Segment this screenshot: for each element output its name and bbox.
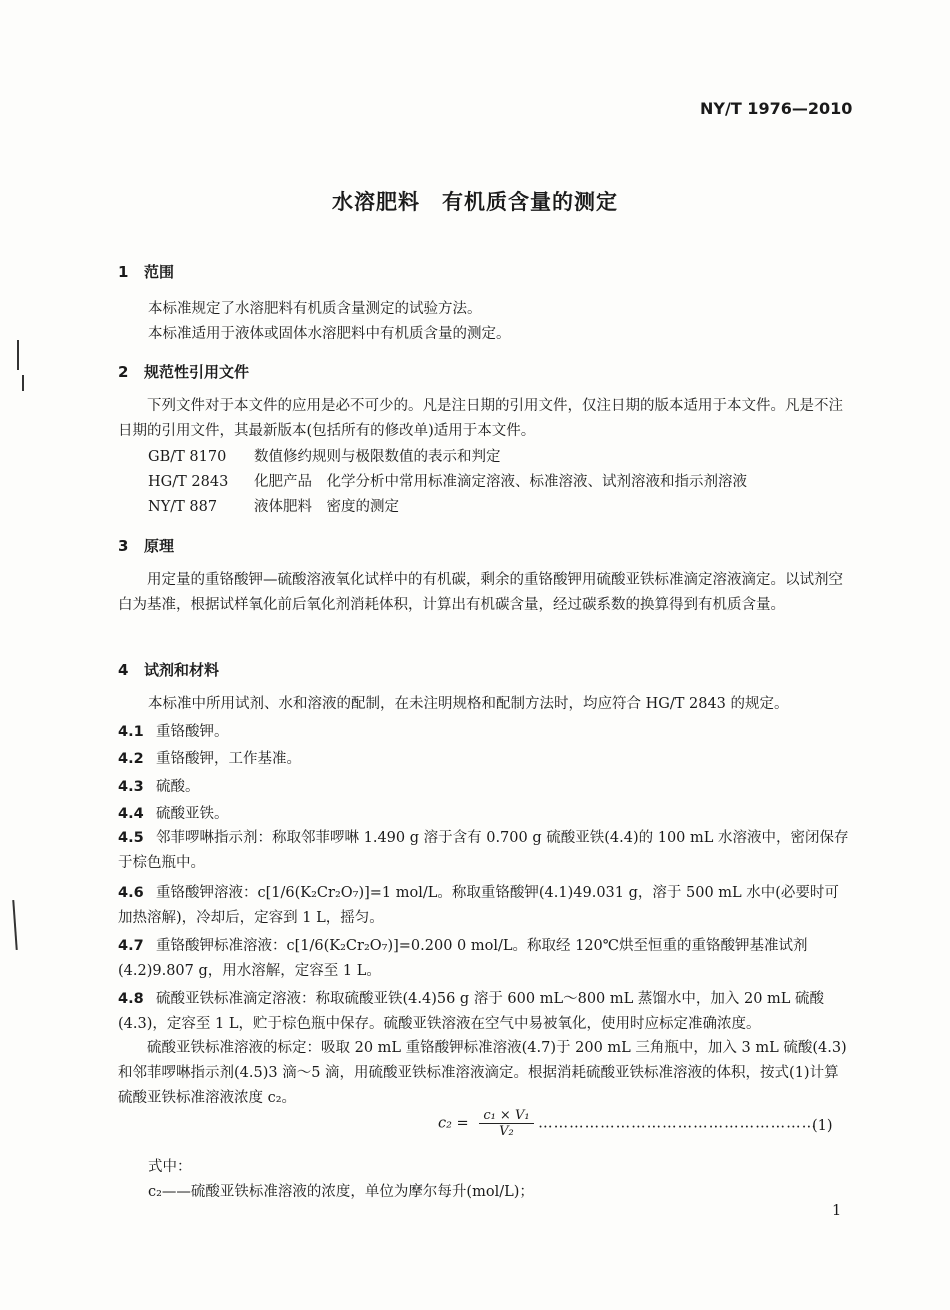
section-1-paragraph-1: 本标准规定了水溶肥料有机质含量测定的试验方法。	[148, 301, 482, 317]
reference-item: NY/T 887 液体肥料 密度的测定	[148, 499, 399, 515]
section-3-heading: 3 原理	[118, 537, 175, 555]
section-2-heading: 2 规范性引用文件	[118, 363, 250, 381]
subclause-4-1: 4.1 重铬酸钾。	[118, 724, 229, 740]
scan-mark	[17, 340, 19, 370]
page-number: 1	[832, 1203, 842, 1219]
scan-mark	[12, 900, 17, 950]
scan-mark	[22, 375, 24, 391]
subclause-4-3: 4.3 硫酸。	[118, 779, 200, 795]
subclause-4-6: 4.6 重铬酸钾溶液：c[1/6(K₂Cr₂O₇)]=1 mol/L。称取重铬酸钾(4.1)49.031 g，溶于 500 mL 水中(必要时可加热溶解)，冷却后，定容到 1 L，摇匀。	[118, 885, 839, 926]
where-item: c₂——硫酸亚铁标准溶液的浓度，单位为摩尔每升(mol/L)；	[148, 1184, 534, 1200]
reference-item: GB/T 8170 数值修约规则与极限数值的表示和判定	[148, 449, 501, 465]
section-1-paragraph-2: 本标准适用于液体或固体水溶肥料中有机质含量的测定。	[148, 326, 511, 342]
subclause-4-7: 4.7 重铬酸钾标准溶液：c[1/6(K₂Cr₂O₇)]=0.200 0 mol/L。称取经 120℃烘至恒重的重铬酸钾基准试剂(4.2)9.807 g，用水溶解，定容至 1 L。	[118, 938, 808, 979]
formula-1: c₂ = $\frac{\text{c₁ × V₁}}{\text{V₂}}$ ………………………………………………	[438, 1108, 818, 1139]
section-4-heading: 4 试剂和材料	[118, 661, 220, 679]
fraction: $\frac{\text{c₁ × V₁}}{\text{V₂}}$	[479, 1108, 533, 1139]
subclause-4-8: 4.8 硫酸亚铁标准滴定溶液：称取硫酸亚铁(4.4)56 g 溶于 600 mL～800 mL 蒸馏水中，加入 20 mL 硫酸(4.3)，定容至 1 L，贮于棕色瓶中保存。硫酸亚铁溶液在空气中易被氧化，使用时应标定准确浓度。	[118, 991, 825, 1032]
subclause-4-4: 4.4 硫酸亚铁。	[118, 806, 229, 822]
formula-label: (1)	[812, 1118, 833, 1134]
calibration-paragraph: 硫酸亚铁标准溶液的标定：吸取 20 mL 重铬酸钾标准溶液(4.7)于 200 mL 三角瓶中，加入 3 mL 硫酸(4.3)和邻菲啰啉指示剂(4.5)3 滴～5 滴，用硫酸亚铁标准溶液滴定。根据消耗硫酸亚铁标准溶液的体积，按式(1)计算硫酸亚铁标准溶液浓度 c₂。	[118, 1040, 847, 1106]
subclause-4-2: 4.2 重铬酸钾，工作基准。	[118, 751, 301, 767]
section-1-heading: 1 范围	[118, 263, 175, 281]
standard-number: NY/T 1976—2010	[700, 99, 853, 118]
where-label: 式中：	[148, 1159, 192, 1175]
section-4-intro: 本标准中所用试剂、水和溶液的配制，在未注明规格和配制方法时，均应符合 HG/T 2843 的规定。	[148, 696, 789, 712]
reference-item: HG/T 2843 化肥产品 化学分析中常用标准滴定溶液、标准溶液、试剂溶液和指示剂溶液	[148, 474, 747, 490]
page-title: 水溶肥料 有机质含量的测定	[332, 190, 618, 214]
section-3-paragraph-1: 用定量的重铬酸钾—硫酸溶液氧化试样中的有机碳，剩余的重铬酸钾用硫酸亚铁标准滴定溶液滴定。以试剂空白为基准，根据试样氧化前后氧化剂消耗体积，计算出有机碳含量，经过碳系数的换算得到有机质含量。	[118, 572, 843, 613]
subclause-4-5: 4.5 邻菲啰啉指示剂：称取邻菲啰啉 1.490 g 溶于含有 0.700 g 硫酸亚铁(4.4)的 100 mL 水溶液中，密闭保存于棕色瓶中。	[118, 830, 849, 871]
section-2-paragraph-1: 下列文件对于本文件的应用是必不可少的。凡是注日期的引用文件，仅注日期的版本适用于本文件。凡是不注日期的引用文件，其最新版本(包括所有的修改单)适用于本文件。	[118, 398, 843, 439]
